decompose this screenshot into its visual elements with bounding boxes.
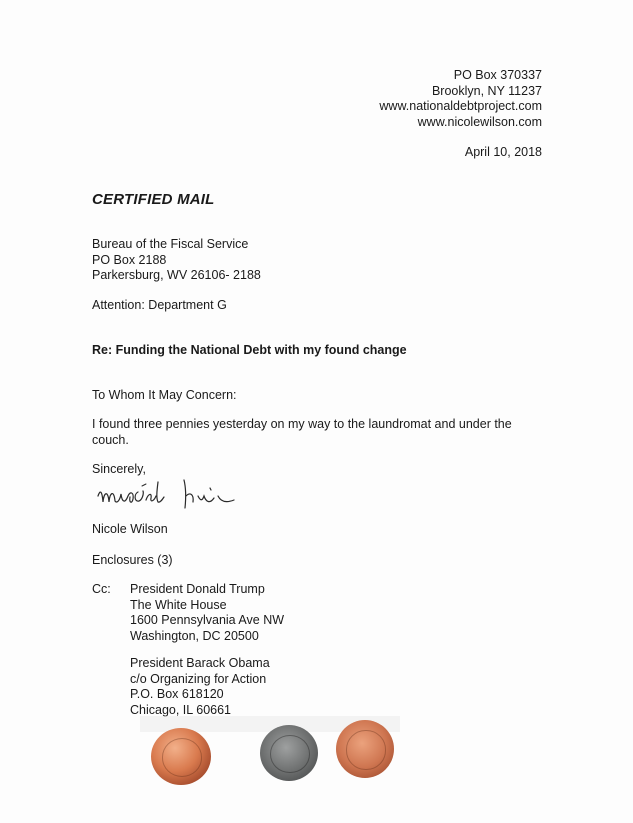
cc-recipient xyxy=(130,582,284,644)
handwritten-signature xyxy=(94,474,254,516)
sender-city: Brooklyn, NY 11237 xyxy=(431,83,542,98)
cc-recipient-line: The White House xyxy=(130,597,227,612)
cc-recipient-line: c/o Organizing for Action xyxy=(130,671,267,686)
sender-address xyxy=(379,68,542,130)
enclosures-line: Enclosures (3) xyxy=(92,553,173,567)
closing: Sincerely, xyxy=(92,462,146,476)
recipient-name: Bureau of the Fiscal Service xyxy=(92,237,249,251)
sender-website-1: www.nationaldebtproject.com xyxy=(379,99,542,113)
recipient-address xyxy=(92,237,261,284)
subject-line: Re: Funding the National Debt with my found change xyxy=(92,343,407,357)
sender-po-box: PO Box 370337 xyxy=(453,68,542,82)
attention-line: Attention: Department G xyxy=(92,298,227,312)
salutation: To Whom It May Concern: xyxy=(92,388,237,402)
cc-label: Cc: xyxy=(92,582,111,596)
sender-website-2: www.nicolewilson.com xyxy=(417,114,542,129)
penny-coin-image xyxy=(151,728,211,785)
cc-recipient xyxy=(130,656,270,718)
signer-name: Nicole Wilson xyxy=(92,522,168,536)
cc-recipient-line: 1600 Pennsylvania Ave NW xyxy=(130,613,285,627)
cc-recipient-line: P.O. Box 618120 xyxy=(130,687,224,701)
letter-body: I found three pennies yesterday on my way to the laundromat and under the couch. xyxy=(92,417,512,447)
cc-recipient-line: Washington, DC 20500 xyxy=(130,628,259,643)
cc-recipient-name: President Donald Trump xyxy=(130,582,265,596)
cc-recipient-line: Chicago, IL 60661 xyxy=(130,702,232,717)
penny-coin-image xyxy=(260,725,318,781)
penny-coin-image xyxy=(336,720,394,778)
cc-recipient-name: President Barack Obama xyxy=(130,656,270,670)
taped-coins xyxy=(140,716,400,786)
recipient-city: Parkersburg, WV 26106- 2188 xyxy=(92,268,261,282)
letter-date: April 10, 2018 xyxy=(464,145,542,159)
certified-mail-heading: CERTIFIED MAIL xyxy=(92,191,215,208)
recipient-po-box: PO Box 2188 xyxy=(92,252,167,267)
